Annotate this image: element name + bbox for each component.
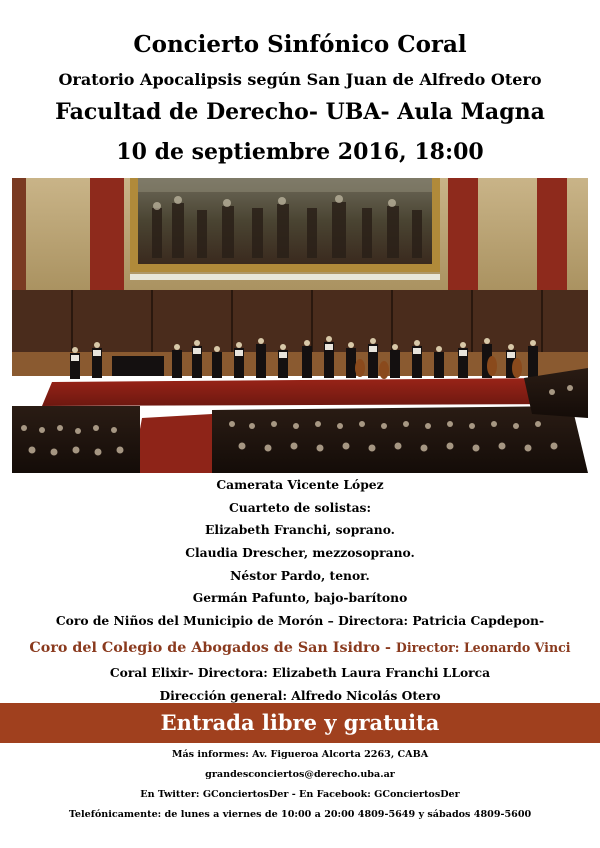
choir-director: Director: Leonardo Vinci [395,639,571,655]
concert-title: Concierto Sinfónico Coral [133,31,467,58]
credit-soprano: Elizabeth Franchi, soprano. [205,522,395,538]
credit-orchestra: Camerata Vicente López [216,477,384,492]
credit-general-direction: Dirección general: Alfredo Nicolás Otero [159,687,441,703]
credit-mezzosoprano: Claudia Drescher, mezzosoprano. [185,545,415,561]
info-email: grandesconciertos@derecho.uba.ar [205,769,395,780]
event-date: 10 de septiembre 2016, 18:00 [116,139,484,165]
credit-bass-baritone: Germán Pafunto, bajo-barítono [192,590,408,606]
credit-childrens-choir: Coro de Niños del Municipio de Morón – Directora: Patricia Capdepon- [55,613,545,629]
info-social: En Twitter: GConciertosDer - En Facebook: GConciertosDer [140,789,460,800]
credit-soloists-heading: Cuarteto de solistas: [228,499,372,515]
credit-san-isidro-choir [0,633,600,662]
info-phone: Telefónicamente: de lunes a viernes de 10:00 a 20:00 4809-5649 y sábados 4809-5600 [68,809,532,820]
contact-info [0,745,600,825]
choir-name: Coro del Colegio de Abogados de San Isidro [29,639,381,656]
info-address: Más informes: Av. Figueroa Alcorta 2263, CABA [171,749,429,760]
venue: Facultad de Derecho- UBA- Aula Magna [55,99,545,125]
free-entry-banner: Entrada libre y gratuita [0,703,600,743]
concert-subtitle: Oratorio Apocalipsis según San Juan de Alfredo Otero [58,70,542,89]
concert-hall-photo [12,178,588,473]
credit-coral-elixir: Coral Elixir- Directora: Elizabeth Laura Franchi LLorca [109,664,491,680]
choir-separator: - [380,639,396,656]
credits-list [0,474,600,707]
credit-tenor: Néstor Pardo, tenor. [230,567,370,583]
